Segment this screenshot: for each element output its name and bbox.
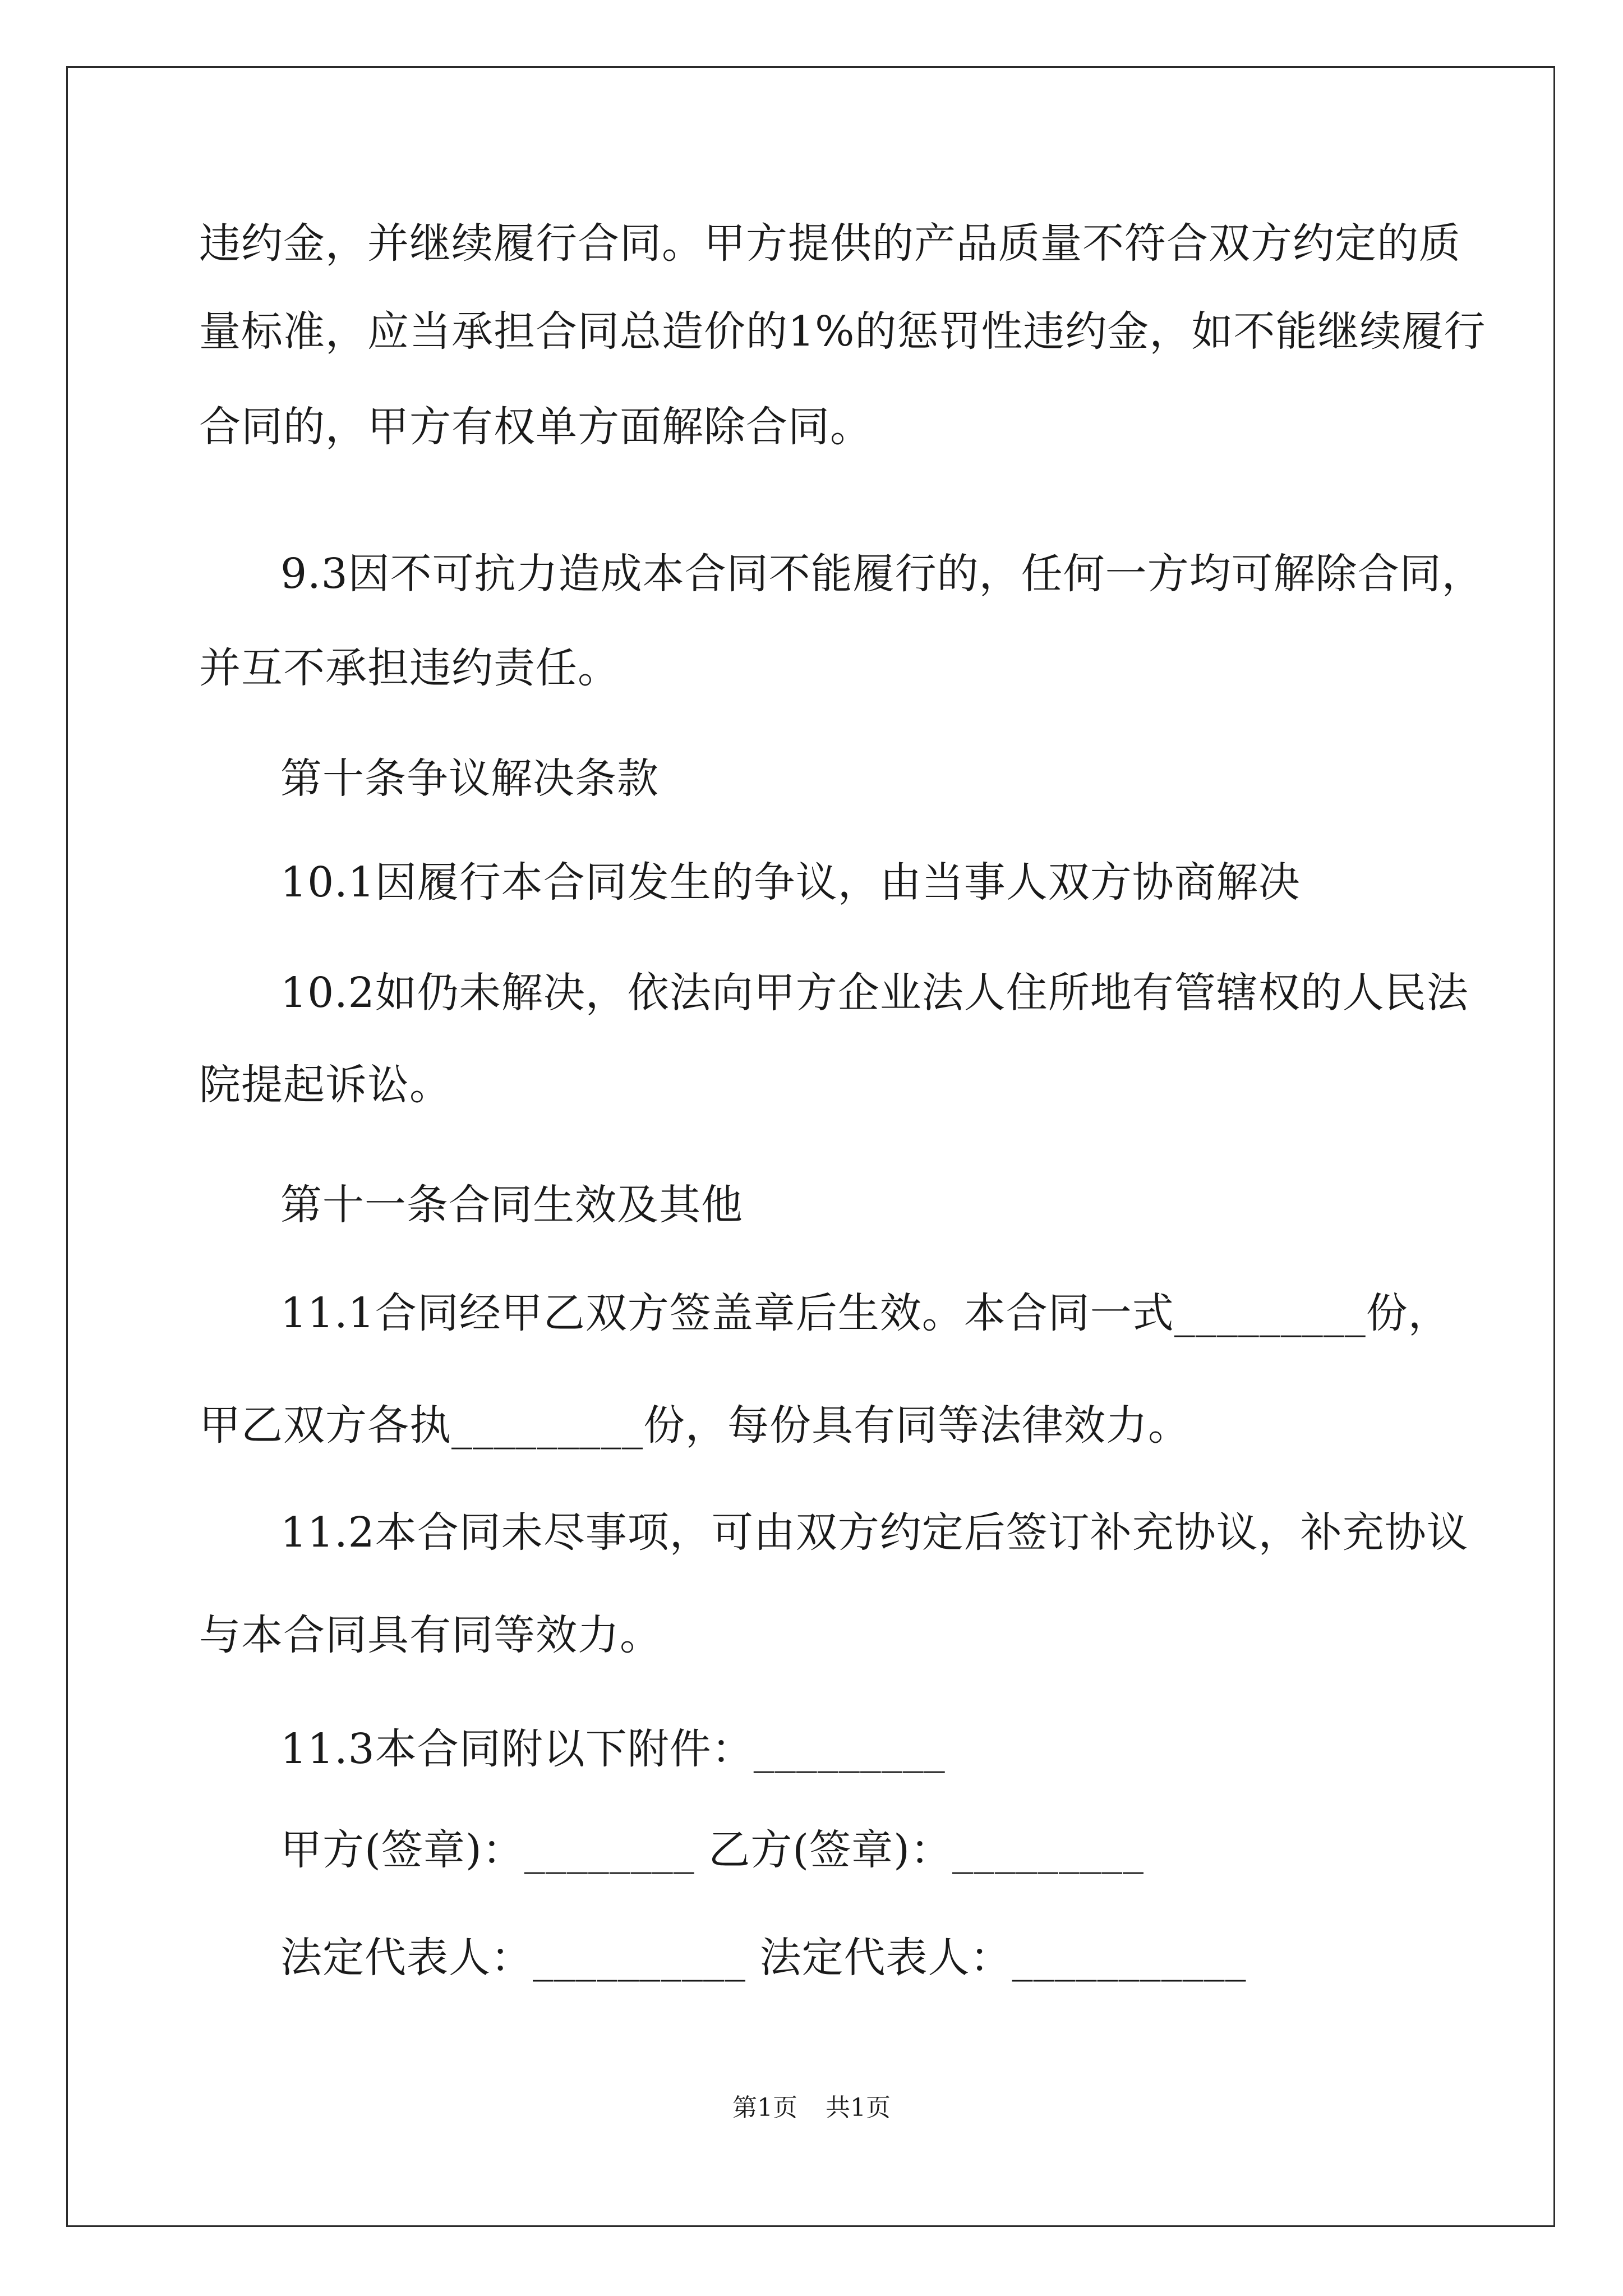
text-line-14: 与本合同具有同等效力。: [199, 1611, 662, 1659]
page-number: 第1页: [732, 2093, 797, 2122]
clause-10-1: 10.1因履行本合同发生的争议，由当事人双方协商解决: [280, 858, 1301, 907]
clause-10-2: 10.2如仍未解决，依法向甲方企业法人住所地有管辖权的人民法: [280, 969, 1469, 1017]
text-line-9: 院提起诉讼。: [199, 1061, 451, 1109]
text-line-12: 甲乙双方各执_________份，每份具有同等法律效力。: [199, 1401, 1190, 1450]
section-heading-10: 第十条争议解决条款: [280, 754, 659, 803]
clause-11-2: 11.2本合同未尽事项，可由双方约定后签订补充协议，补充协议: [280, 1508, 1469, 1557]
signature-line: 甲方(签章)：________ 乙方(签章)：_________: [280, 1826, 1145, 1874]
text-line-1: 违约金，并继续履行合同。甲方提供的产品质量不符合双方约定的质: [199, 219, 1461, 268]
text-line-2: 量标准，应当承担合同总造价的1%的惩罚性违约金，如不能继续履行: [199, 307, 1486, 356]
page-footer: [0, 2091, 1623, 2125]
section-heading-11: 第十一条合同生效及其他: [280, 1181, 743, 1229]
page-total: 共1页: [826, 2093, 891, 2122]
clause-11-3: 11.3本合同附以下附件：_________: [280, 1725, 946, 1773]
text-line-5: 并互不承担违约责任。: [199, 644, 620, 692]
clause-11-1: 11.1合同经甲乙双方签盖章后生效。本合同一式_________份，: [280, 1289, 1450, 1337]
legal-representative-line: 法定代表人：__________ 法定代表人：___________: [280, 1934, 1247, 1982]
text-line-3: 合同的，甲方有权单方面解除合同。: [199, 403, 872, 451]
page-border: [66, 66, 1555, 2227]
clause-9-3: 9.3因不可抗力造成本合同不能履行的，任何一方均可解除合同，: [280, 550, 1484, 598]
